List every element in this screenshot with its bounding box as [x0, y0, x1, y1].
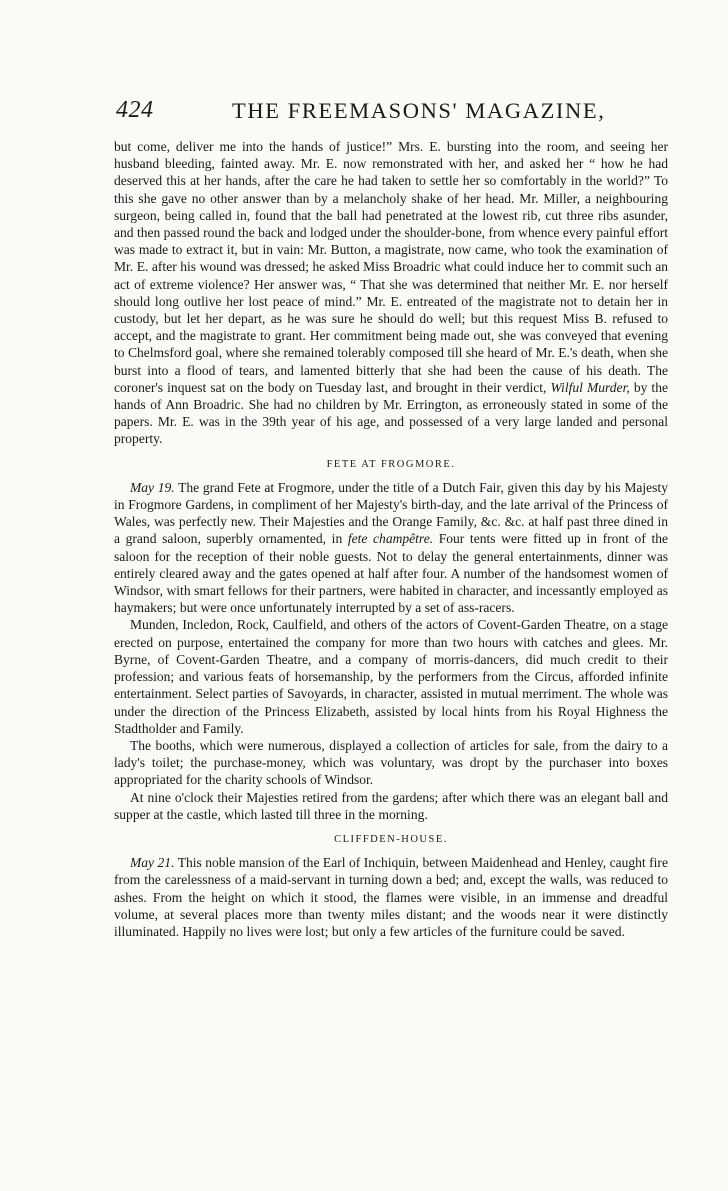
paragraph-text: but come, deliver me into the hands of justice!” Mrs. E. bursting into the room, and seeing her husband bleeding, fainted away. Mr. E. now remonstrated with her, and asked her “ how he had deserved this at her hands, after the care he had taken to settle her so comfortably in the world?” To this she gave no other answer than by a melancholy shake of her head. Mr. Miller, a neighbouring surgeon, being called in, found that the ball had penetrated at the lowest rib, cut three ribs asunder, and then passed round the back and lodged under the shoulder-bone, from whence every painful effort was made to extract it, but in vain: Mr. Button, a magistrate, now came, who took the examination of Mr. E. after his wound was dressed; he asked Miss Broadric what could induce her to commit such an act of extreme violence? Her answer was, “ That she was determined that neither Mr. E. nor herself should long outlive her lost peace of mind.” Mr. E. entreated of the magistrate not to detain her in custody, but let her depart, as he was sure he should do well; but this request Miss B. refused to accept, and the magistrate to grant. Her commitment being made out, she was conveyed that evening to Chelmsford goal, where she remained tolerably composed till she heard of Mr. E.'s death, when she burst into a flood of tears, and lamented bitterly that she had been the cause of his death. The coroner's inquest sat on the body on Tuesday last, and brought in their verdict, — [114, 139, 668, 395]
paragraph-actors: Munden, Incledon, Rock, Caulfield, and others of the actors of Covent-Garden Theatre, on a stage erected on purpose, entertained the company for more than two hours with catches and glees. Mr. Byrne, of Covent-Garden Theatre, and a company of morris-dancers, did much credit to their profession; and various feats of horsemanship, by the performers from the Circus, afforded infinite entertainment. Select parties of Savoyards, in character, assisted in mutual merriment. The whole was under the direction of the Princess Elizabeth, assisted by local hints from his Royal Highness the Stadtholder and Family. — [114, 617, 668, 736]
paragraph-text: This noble mansion of the Earl of Inchiquin, between Maidenhead and Henley, caught fire from the carelessness of a maid-servant in turning down a bed; and, except the walls, was reduced to ashes. From the height on which it stood, the flames were visible, in an immense and dreadful volume, at several places more than twenty miles distant; and the woods near it were distinctly illuminated. Happily no lives were lost; but only a few articles of the furniture could be saved. — [114, 855, 668, 939]
page-header — [116, 97, 668, 127]
paragraph-ball: At nine o'clock their Majesties retired from the gardens; after which there was an elegant ball and supper at the castle, which lasted till three in the morning. — [114, 789, 668, 822]
paragraph-cliffden-fire — [114, 854, 668, 940]
verdict-text: Wilful Murder, — [550, 379, 630, 395]
page-number: 424 — [116, 97, 154, 123]
paragraph-errington-continued — [114, 138, 668, 448]
article-body — [114, 138, 668, 940]
date-label: May 19. — [130, 479, 175, 495]
section-heading-cliffden: CLIFFDEN-HOUSE. — [334, 833, 448, 845]
date-label: May 21. — [130, 855, 175, 871]
running-title: THE FREEMASONS' MAGAZINE, — [232, 98, 606, 123]
paragraph-text: The grand Fete at Frogmore, under the title of a Dutch Fair, given this day by his Majesty in Frogmore Gardens, in compliment of her Majesty's birth-day, and the late arrival of the Princess of Wales, was perfectly new. Their Majesties and the Orange Family, &c. &c. at half past three dined in a grand saloon, superbly ornamented, in — [114, 479, 668, 547]
paragraph-frogmore-fete — [114, 479, 668, 617]
italic-phrase: fete champêtre. — [347, 531, 434, 547]
paragraph-text: by the hands of Ann Broadric. She had no children by Mr. Errington, as erroneously stated in some of the papers. Mr. E. was in the 39th year of his age, and possessed of a very large landed and personal property. — [114, 379, 668, 447]
paragraph-text: Four tents were fitted up in front of the saloon for the reception of their noble guests. Not to delay the general entertainments, dinner was entirely cleared away and the gates opened at half after four. A number of the handsomest women of Windsor, with smart fellows for their partners, were habited in character, and incessantly employed as haymakers; but were once unfortunately interrupted by a set of ass-racers. — [114, 531, 668, 616]
section-heading-frogmore: FETE AT FROGMORE. — [326, 458, 456, 470]
paragraph-booths: The booths, which were numerous, displayed a collection of articles for sale, from the dairy to a lady's toilet; the purchase-money, which was voluntary, was dropt by the purchaser into boxes appropriated for the charity schools of Windsor. — [114, 737, 668, 788]
